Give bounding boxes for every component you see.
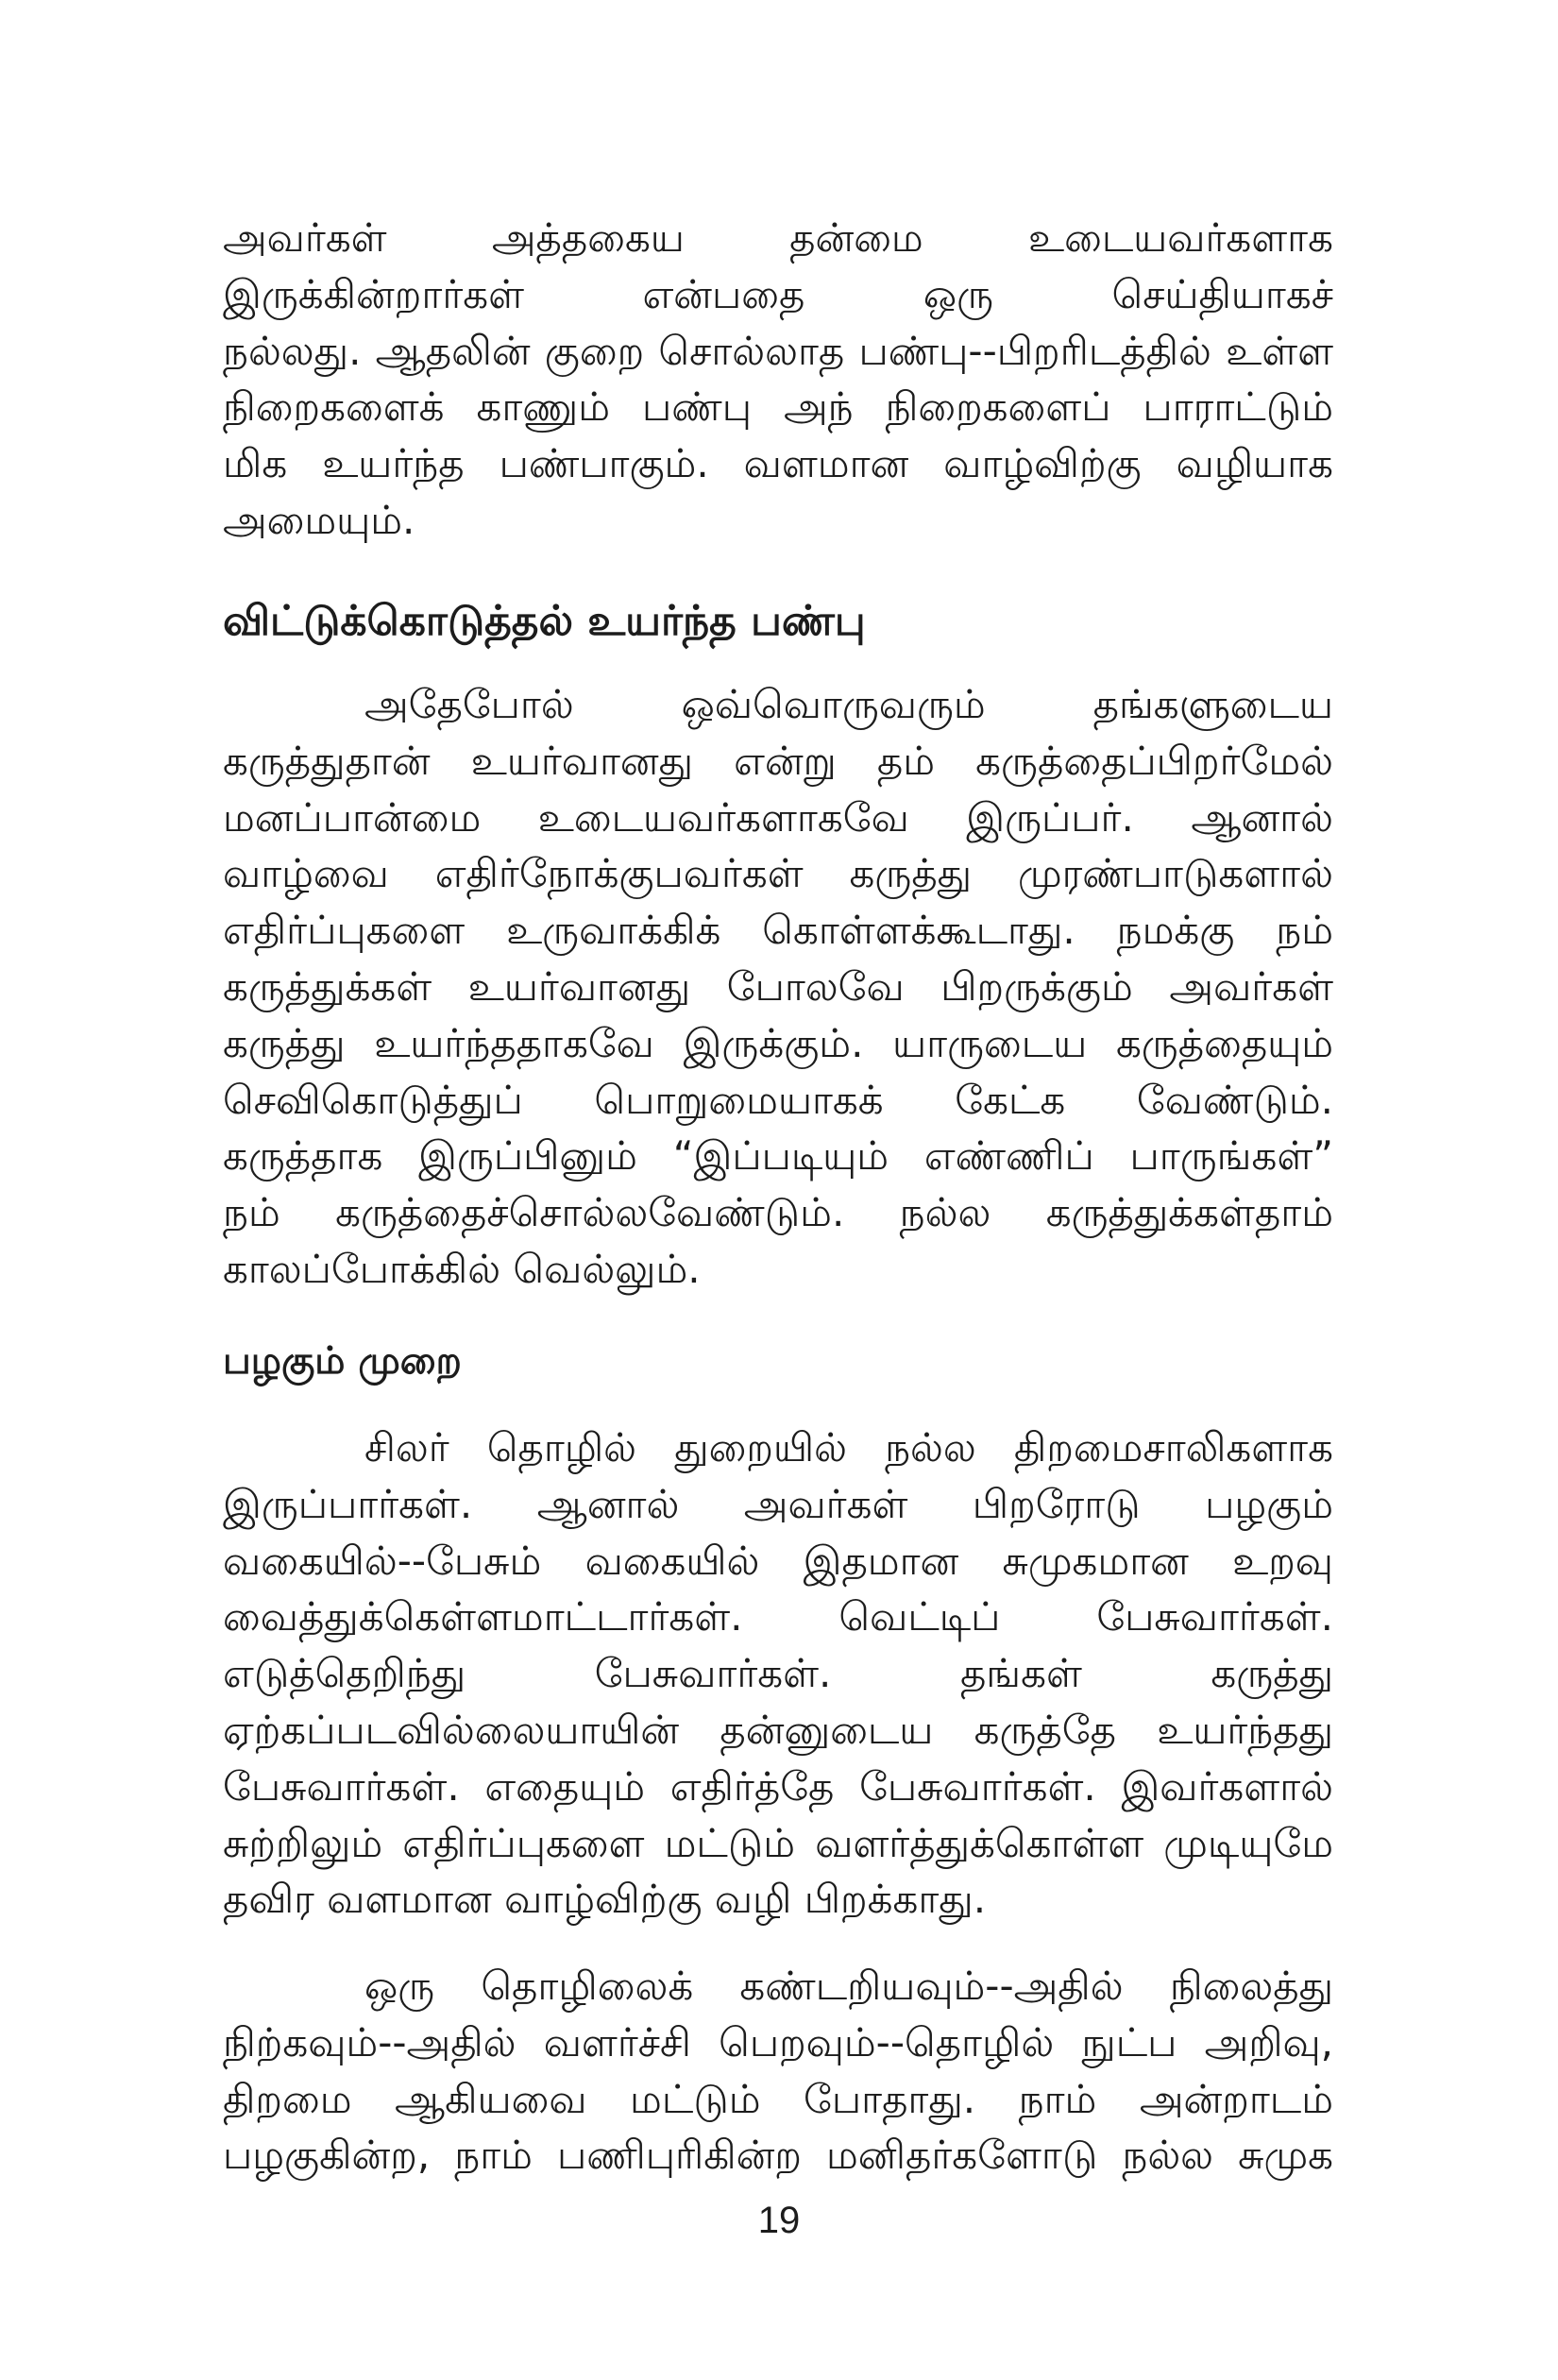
section-heading: விட்டுக்கொடுத்தல் உயர்ந்த பண்பு: [223, 597, 866, 645]
paragraph-3: [223, 1420, 1333, 1928]
section-heading-2: [223, 1333, 1333, 1389]
text-line: நம் கருத்தைச்சொல்லவேண்டும். நல்ல கருத்துக்கள்தாம்: [223, 1189, 1333, 1236]
text-line: எடுத்தெறிந்து பேசுவார்கள். தங்கள் கருத்து: [223, 1650, 1333, 1697]
text-line: சிலர் தொழில் துறையில் நல்ல திறமைசாலிகளாக: [364, 1424, 1333, 1470]
page-number: 19: [757, 2200, 801, 2241]
text-line: ஒரு தொழிலைக் கண்டறியவும்--அதில் நிலைத்து: [364, 1963, 1333, 2009]
text-line: நல்லது. ஆதலின் குறை சொல்லாத பண்பு--பிறரிடத்தில் உள்ள: [223, 327, 1333, 374]
paragraph-2: [223, 676, 1333, 1298]
text-line: திறமை ஆகியவை மட்டும் போதாது. நாம் அன்றாடம்: [223, 2075, 1333, 2122]
text-line: வைத்துக்கெள்ளமாட்டார்கள். வெட்டிப் பேசுவார்கள்.: [223, 1593, 1333, 1640]
section-heading-1: [223, 593, 1333, 650]
text-line: வகையில்--பேசும் வகையில் இதமான சுமுகமான உறவு: [223, 1537, 1333, 1584]
text-line: தவிர வளமான வாழ்விற்கு வழி பிறக்காது.: [223, 1876, 987, 1923]
text-line: நிற்கவும்--அதில் வளர்ச்சி பெறவும்--தொழில் நுட்ப அறிவு,: [223, 2018, 1333, 2066]
text-line: அமையும்.: [223, 496, 415, 543]
text-line: கருத்துதான் உயர்வானது என்று தம் கருத்தைப்பிறர்மேல்: [223, 737, 1333, 784]
text-line: காலப்போக்கில் வெல்லும்.: [223, 1245, 701, 1292]
text-line: அவர்கள் அத்தகைய தன்மை உடையவர்களாக: [223, 214, 1333, 261]
text-line: கருத்து உயர்ந்ததாகவே இருக்கும். யாருடைய கருத்தையும்: [223, 1019, 1333, 1066]
text-line: கருத்துக்கள் உயர்வானது போலவே பிறருக்கும் அவர்கள்: [223, 962, 1333, 1010]
text-line: இருக்கின்றார்கள் என்பதை ஒரு செய்தியாகச்: [223, 270, 1333, 317]
text-line: நிறைகளைக் காணும் பண்பு அந் நிறைகளைப் பாராட்டும்: [223, 383, 1333, 431]
text-line: செவிகொடுத்துப் பொறுமையாகக் கேட்க வேண்டும்.: [223, 1076, 1333, 1123]
text-line: கருத்தாக இருப்பினும் “இப்படியும் எண்ணிப் பாருங்கள்”: [223, 1132, 1333, 1180]
text-line: பழகுகின்ற, நாம் பணிபுரிகின்ற மனிதர்களோடு நல்ல சுமுக: [223, 2132, 1333, 2179]
text-line: மனப்பான்மை உடையவர்களாகவே இருப்பர். ஆனால்: [223, 793, 1333, 841]
paragraph-4: [223, 1958, 1333, 2184]
section-heading: பழகும் முறை: [223, 1339, 462, 1383]
text-line: வாழ்வை எதிர்நோக்குபவர்கள் கருத்து முரண்பாடுகளால்: [223, 850, 1333, 897]
text-line: எதிர்ப்புகளை உருவாக்கிக் கொள்ளக்கூடாது. நமக்கு நம்: [223, 907, 1333, 954]
text-line: சுற்றிலும் எதிர்ப்புகளை மட்டும் வளர்த்துக்கொள்ள முடியுமே: [223, 1819, 1333, 1866]
paragraph-1: [223, 210, 1333, 549]
text-line: அதேபோல் ஒவ்வொருவரும் தங்களுடைய: [364, 681, 1333, 727]
text-line: பேசுவார்கள். எதையும் எதிர்த்தே பேசுவார்கள். இவர்களால்: [223, 1762, 1333, 1810]
text-line: இருப்பார்கள். ஆனால் அவர்கள் பிறரோடு பழகும்: [223, 1480, 1333, 1527]
text-line: மிக உயர்ந்த பண்பாகும். வளமான வாழ்விற்கு வழியாக: [223, 440, 1333, 487]
text-line: ஏற்கப்படவில்லையாயின் தன்னுடைய கருத்தே உயர்ந்தது: [223, 1706, 1333, 1753]
